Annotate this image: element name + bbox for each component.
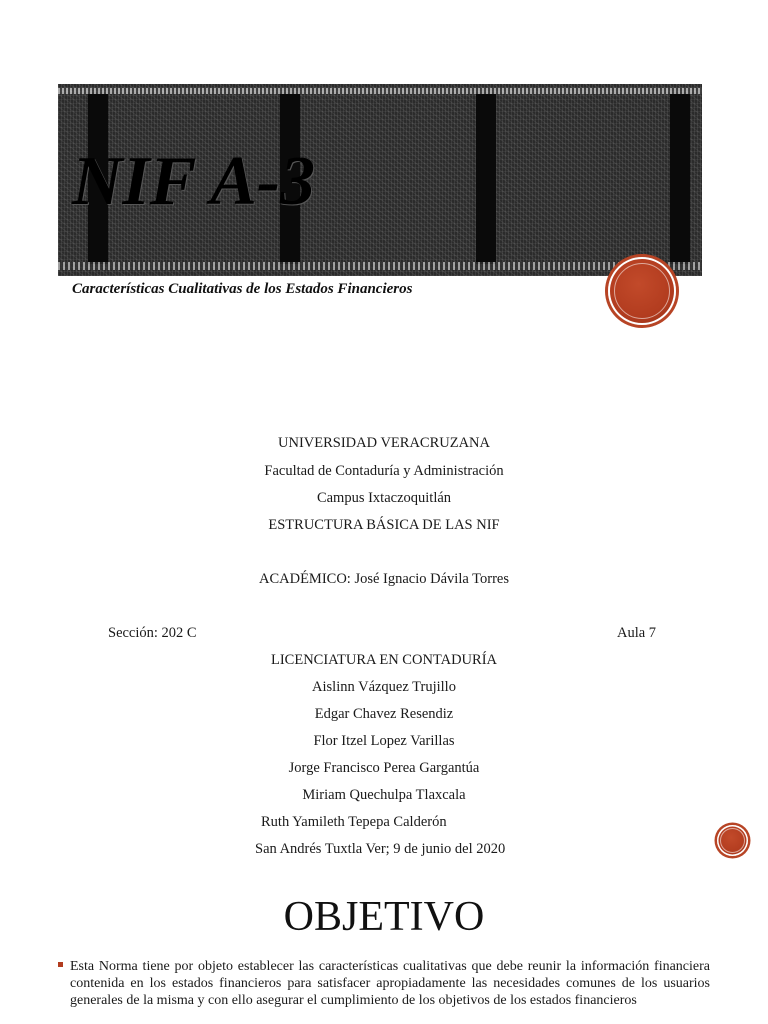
classroom-label: Aula 7 bbox=[617, 625, 657, 641]
student-name: Ruth Yamileth Tepepa Calderón bbox=[261, 814, 447, 830]
faculty-name: Facultad de Contaduría y Administración bbox=[264, 463, 504, 479]
slide-subtitle: Características Cualitativas de los Estados Financieros bbox=[72, 281, 413, 297]
decorative-circle-icon bbox=[608, 257, 676, 325]
banner-dark-stripe bbox=[670, 94, 690, 264]
degree-name: LICENCIATURA EN CONTADURÍA bbox=[271, 652, 497, 668]
banner-dark-stripe bbox=[476, 94, 496, 264]
academic-name: ACADÉMICO: José Ignacio Dávila Torres bbox=[258, 571, 509, 587]
decorative-circle-icon bbox=[717, 825, 748, 856]
objective-bullet-text: Esta Norma tiene por objeto establecer las características cualitativas que debe reunir la información financiera contenida en los estados financieros para satisfacer apropiadamente las necesidades comunes de los usuarios generales de la misma y con ello asegurar el cumplimiento de los objetivos de los estados financieros bbox=[70, 959, 710, 1008]
student-name: Edgar Chavez Resendiz bbox=[314, 706, 454, 722]
slide-title: NIF A-3 bbox=[72, 143, 316, 220]
student-name: Jorge Francisco Perea Gargantúa bbox=[288, 760, 480, 776]
bullet-square-icon bbox=[58, 962, 63, 967]
course-name: ESTRUCTURA BÁSICA DE LAS NIF bbox=[268, 517, 500, 533]
university-name: UNIVERSIDAD VERACRUZANA bbox=[278, 435, 490, 451]
student-name: Aislinn Vázquez Trujillo bbox=[312, 679, 456, 695]
student-name: Flor Itzel Lopez Varillas bbox=[313, 733, 455, 749]
campus-name: Campus Ixtaczoquitlán bbox=[316, 490, 452, 506]
objective-heading: OBJETIVO bbox=[283, 894, 485, 940]
section-label: Sección: 202 C bbox=[108, 625, 197, 641]
place-date: San Andrés Tuxtla Ver; 9 de junio del 2020 bbox=[255, 841, 506, 857]
student-name: Miriam Quechulpa Tlaxcala bbox=[302, 787, 466, 803]
